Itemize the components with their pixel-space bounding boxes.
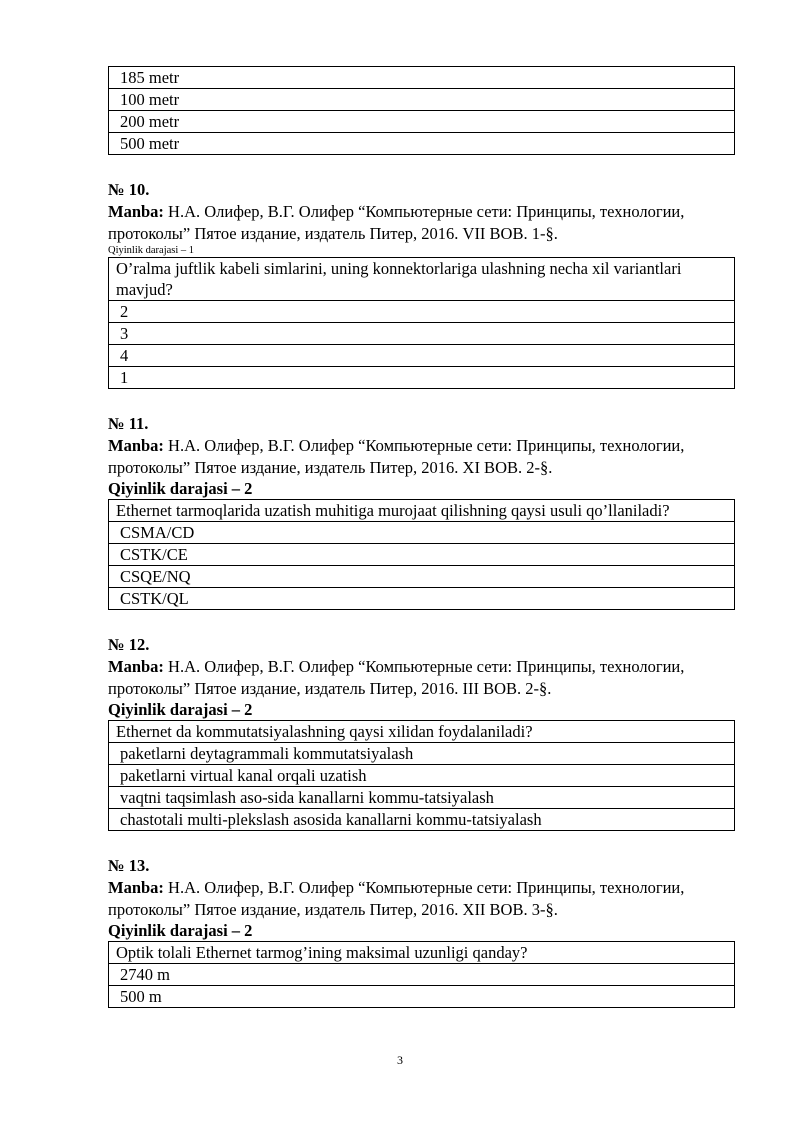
- question-block: [108, 413, 736, 610]
- source-line: [108, 877, 736, 921]
- answer-option: 100 metr: [109, 89, 735, 111]
- answer-option: chastotali multi-plekslash asosida kanallarni kommu-tatsiyalash: [109, 809, 735, 831]
- question-table: [108, 720, 735, 831]
- question-text: Ethernet da kommutatsiyalashning qaysi xilidan foydalaniladi?: [109, 721, 735, 743]
- question-block: [108, 179, 736, 389]
- question-text: Ethernet tarmoqlarida uzatish muhitiga murojaat qilishning qaysi usuli qo’llaniladi?: [109, 500, 735, 522]
- answer-option: CSTK/QL: [109, 588, 735, 610]
- question-table: [108, 499, 735, 610]
- source-label: Manba:: [108, 202, 164, 221]
- answer-option: paketlarni virtual kanal orqali uzatish: [109, 765, 735, 787]
- answer-option: 2: [109, 301, 735, 323]
- page-number: 3: [397, 1053, 403, 1067]
- question-table: [108, 257, 735, 389]
- source-text: Н.А. Олифер, В.Г. Олифер “Компьютерные сети: Принципы, технологии, протоколы” Пятое издание, издатель Питер, 2016. XII BOB. 3-§.: [108, 878, 685, 919]
- question-table: [108, 941, 735, 1008]
- source-label: Manba:: [108, 878, 164, 897]
- question-number: № 11.: [108, 414, 149, 433]
- source-line: [108, 656, 736, 700]
- answer-option: 3: [109, 323, 735, 345]
- source-label: Manba:: [108, 436, 164, 455]
- answer-option: 185 metr: [109, 67, 735, 89]
- answer-options-table: [108, 66, 735, 155]
- question-text: Optik tolali Ethernet tarmog’ining maksimal uzunligi qanday?: [109, 942, 735, 964]
- question-number: № 12.: [108, 635, 150, 654]
- answer-option: CSTK/CE: [109, 544, 735, 566]
- question-block: [108, 634, 736, 831]
- source-line: [108, 201, 736, 245]
- answer-option: paketlarni deytagrammali kommutatsiyalash: [109, 743, 735, 765]
- difficulty-level: Qiyinlik darajasi – 1: [108, 245, 195, 256]
- document-page: [108, 66, 736, 1008]
- answer-option: 500 m: [109, 986, 735, 1008]
- question-number: № 13.: [108, 856, 150, 875]
- question-text: O’ralma juftlik kabeli simlarini, uning konnektorlariga ulashning necha xil variantlari mavjud?: [109, 258, 735, 301]
- source-text: Н.А. Олифер, В.Г. Олифер “Компьютерные сети: Принципы, технологии, протоколы” Пятое издание, издатель Питер, 2016. III BOB. 2-§.: [108, 657, 685, 698]
- difficulty-level: Qiyinlik darajasi – 2: [108, 700, 253, 719]
- answer-option: vaqtni taqsimlash aso-sida kanallarni kommu-tatsiyalash: [109, 787, 735, 809]
- source-label: Manba:: [108, 657, 164, 676]
- source-text: Н.А. Олифер, В.Г. Олифер “Компьютерные сети: Принципы, технологии, протоколы” Пятое издание, издатель Питер, 2016. XI BOB. 2-§.: [108, 436, 685, 477]
- answer-option: 2740 m: [109, 964, 735, 986]
- source-line: [108, 435, 736, 479]
- answer-option: CSMA/CD: [109, 522, 735, 544]
- answer-option: 4: [109, 345, 735, 367]
- answer-option: 1: [109, 367, 735, 389]
- answer-option: CSQE/NQ: [109, 566, 735, 588]
- answer-option: 500 metr: [109, 133, 735, 155]
- difficulty-level: Qiyinlik darajasi – 2: [108, 479, 253, 498]
- answer-option: 200 metr: [109, 111, 735, 133]
- source-text: Н.А. Олифер, В.Г. Олифер “Компьютерные сети: Принципы, технологии, протоколы” Пятое издание, издатель Питер, 2016. VII BOB. 1-§.: [108, 202, 685, 243]
- difficulty-level: Qiyinlik darajasi – 2: [108, 921, 253, 940]
- question-block: [108, 855, 736, 1008]
- question-number: № 10.: [108, 180, 150, 199]
